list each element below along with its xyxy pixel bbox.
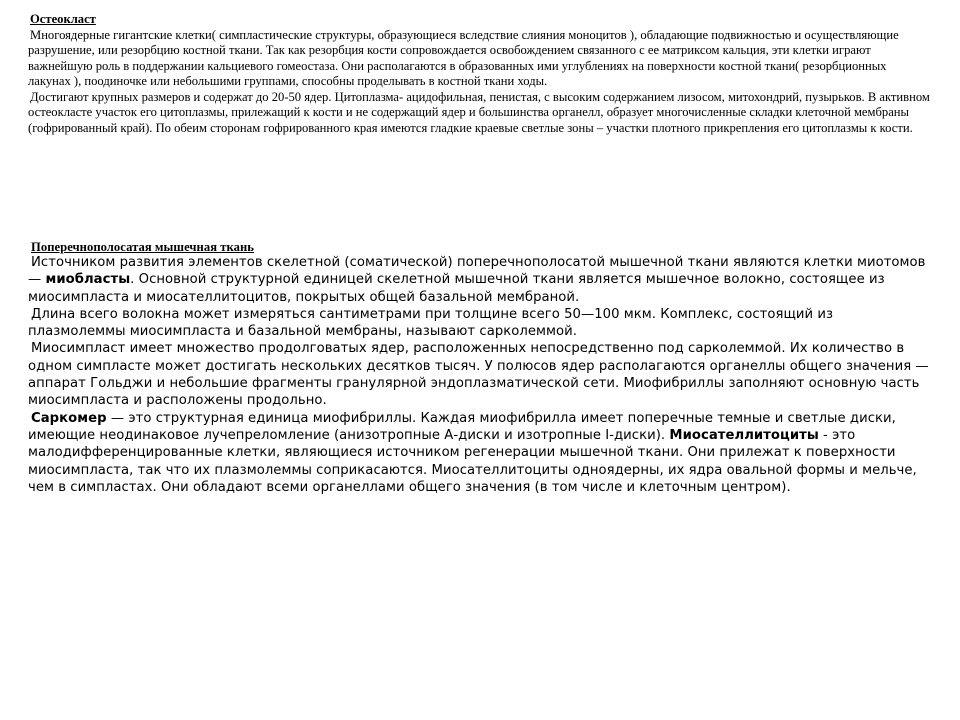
- muscle-heading: Поперечнополосатая мышечная ткань: [31, 240, 254, 254]
- muscle-p1-text-a: Источником развития элементов скелетной (соматической) поперечнополосатой мышечной ткани являются клетки миотомов —: [28, 255, 926, 288]
- striated-muscle-section: [28, 240, 932, 496]
- osteoclast-heading: Остеокласт: [30, 12, 96, 26]
- myoblasts-term: миобласты: [45, 272, 131, 288]
- sarcomere-term: Саркомер: [31, 410, 107, 426]
- muscle-p4-text-d: - это малодифференцированные клетки, являющиеся источником регенерации мышечной ткани. Они прилежат к поверхности миосимпласта, так что их плазмолеммы соприкасаются. Миосателлитоциты одноядерны, их ядра овальной формы и мельче, чем в симпластах. Они обладают всеми органеллами общего значения (в том числе и клеточным центром).: [28, 427, 917, 495]
- myosatellitocytes-term: Миосателлитоциты: [669, 427, 819, 443]
- muscle-p1-text-c: . Основной структурной единицей скелетной мышечной ткани является мышечное волокно, состоящее из миосимпласта и миосателлитоцитов, покрытых общей базальной мембраной.: [28, 272, 885, 305]
- osteoclast-section: [28, 12, 932, 136]
- muscle-p4-text-b: — это структурная единица миофибриллы. Каждая миофибрилла имеет поперечные темные и светлые диски, имеющие неодинаковое лучепреломление (анизотропные А-диски и изотропные I-диски).: [28, 410, 896, 443]
- muscle-paragraph-3: Миосимпласт имеет множество продолговатых ядер, расположенных непосредственно под сарколеммой. Их количество в одном симпласте может достигать нескольких десятков тысяч. У полюсов ядер располагаются органеллы общего значения — аппарат Гольджи и небольшие фрагменты гранулярной эндоплазматической сети. Миофибриллы заполняют основную часть миосимпласта и расположены продольно.: [28, 341, 929, 409]
- muscle-paragraph-1: [28, 254, 932, 306]
- muscle-paragraph-4: [28, 410, 932, 496]
- osteoclast-paragraph-1: Многоядерные гигантские клетки( симпластические структуры, образующиеся вследствие слияния моноцитов ), обладающие подвижностью и осуществляющие разрушение, или резорбцию костной ткани. Так как резорбция кости сопровождается освобождением связанного с ее матриксом кальция, эти клетки играют важнейшую роль в поддержании кальциевого гомеостаза. Они располагаются в образованных ими углублениях на поверхности костной ткани( резорбционных лакунах ), поодиночке или небольшими группами, способны проделывать в костной ткани ходы.: [28, 27, 899, 88]
- osteoclast-paragraph-2: Достигают крупных размеров и содержат до 20-50 ядер. Цитоплазма- ацидофильная, пенистая, с высоким содержанием лизосом, митохондрий, пузырьков. В активном остеокласте участок его цитоплазмы, прилежащий к кости и не содержащий ядер и большинства органелл, образует многочисленные складки клеточной мембраны (гофрированный край). По обеим сторонам гофрированного края имеются гладкие краевые светлые зоны – участки плотного прикрепления его цитоплазмы к кости.: [28, 89, 930, 135]
- muscle-paragraph-2: Длина всего волокна может измеряться сантиметрами при толщине всего 50—100 мкм. Комплекс, состоящий из плазмолеммы миосимпласта и базальной мембраны, называют сарколеммой.: [28, 306, 834, 340]
